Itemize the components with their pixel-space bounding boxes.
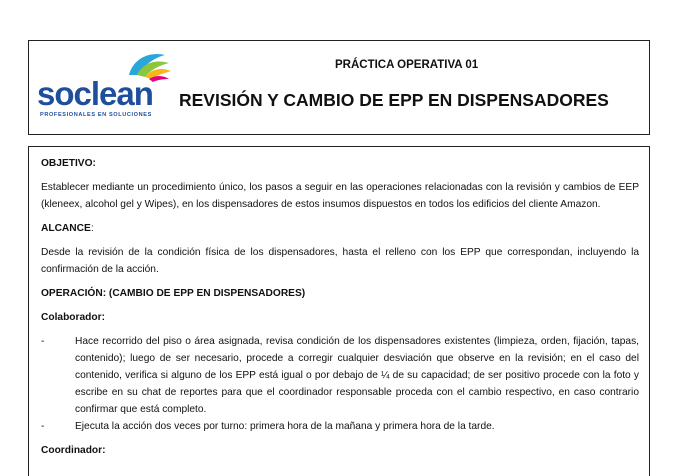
list-item-text: Hace recorrido del piso o área asignada, revisa condición de los dispensadores existentes (limpieza, orden, fijación, tapas, contenido); luego de ser necesario, procede a corregir cualquier desviación que observe en la revisión; en el caso del contenido, verifica si alguno de los EPP está igual o por debajo de ¼ de su capacidad; de ser positivo procede con la foto y escribe en su chat de reportes para que el coordinador responsable proceda con el cambio respectivo, en caso contrario confirmar que está completo.: [75, 336, 639, 415]
alcance-heading: ALCANCE: [41, 223, 91, 234]
coordinador-heading: Coordinador:: [41, 445, 106, 456]
document-title: REVISIÓN Y CAMBIO DE EPP EN DISPENSADORES: [179, 90, 609, 110]
alcance-text: Desde la revisión de la condición física de los dispensadores, hasta el relleno con los EPP que correspondan, incluyendo la confirmación de la acción.: [41, 247, 639, 275]
logo-wordmark: soclean: [37, 75, 153, 112]
objetivo-heading: OBJETIVO:: [41, 158, 96, 169]
document-content: [41, 155, 639, 459]
colaborador-heading: Colaborador:: [41, 312, 105, 323]
soclean-logo: [37, 49, 177, 127]
operacion-heading: OPERACIÓN: (CAMBIO DE EPP EN DISPENSADORES): [41, 288, 306, 299]
colaborador-list: [41, 333, 639, 435]
alcance-heading-line: [41, 220, 639, 237]
list-item-text: Ejecuta la acción dos veces por turno: primera hora de la mañana y primera hora de la tarde.: [75, 421, 495, 432]
document-body: [28, 146, 650, 476]
dash-bullet: -: [41, 421, 45, 432]
logo-tagline: PROFESIONALES EN SOLUCIONES: [40, 112, 152, 118]
practice-number: PRÁCTICA OPERATIVA 01: [335, 59, 479, 71]
dash-bullet: -: [41, 336, 45, 347]
list-item: [41, 333, 639, 418]
objetivo-text: Establecer mediante un procedimiento único, los pasos a seguir en las operaciones relacionadas con la revisión y cambios de EEP (kleneex, alcohol gel y Wipes), en los dispensadores de estos insumos dispuestos en todos los edificios del cliente Amazon.: [41, 182, 639, 210]
list-item: [41, 418, 639, 435]
document-header: [28, 40, 650, 135]
alcance-colon: :: [90, 223, 94, 234]
